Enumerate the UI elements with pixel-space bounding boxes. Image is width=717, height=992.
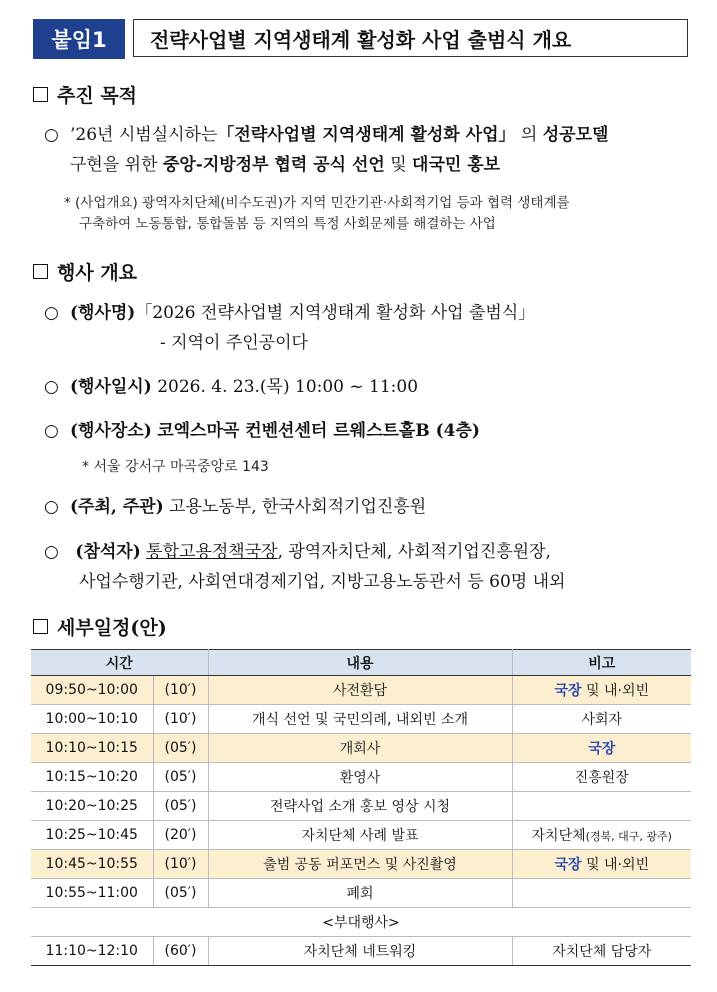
section-title: 행사 개요 — [57, 262, 138, 284]
purpose-bullet: ○ ’26년 시범실시하는「전략사업별 지역생태계 활성화 사업」 의 성공모델 구현을 위한 중앙-지방정부 협력 공식 선언 및 대국민 홍보 — [44, 120, 608, 180]
section-schedule — [33, 613, 167, 640]
attachment-badge: 붙임1 — [33, 19, 125, 59]
checkbox-square-icon — [33, 264, 48, 279]
event-host-bullet: ○ (주최, 주관) 고용노동부, 한국사회적기업진흥원 — [44, 492, 426, 522]
section-title: 세부일정(안) — [57, 617, 167, 639]
header-content: 내용 — [208, 650, 512, 676]
table-row: 09:50~10:00 (10′) 사전환담 국장 및 내·외빈 — [31, 676, 691, 705]
table-row: 10:00~10:10 (10′) 개식 선언 및 국민의례, 내외빈 소개 사회자 — [31, 705, 691, 734]
table-row: 10:15~10:20 (05′) 환영사 진흥원장 — [31, 763, 691, 792]
section-purpose — [33, 81, 137, 108]
event-date-bullet: ○ (행사일시) 2026. 4. 23.(목) 10:00 ~ 11:00 — [44, 372, 418, 402]
event-place-bullet: ○ (행사장소) 코엑스마곡 컨벤션센터 르웨스트홀B (4층) — [44, 416, 480, 446]
header-note: 비고 — [512, 650, 691, 676]
circle-bullet-icon: ○ — [44, 125, 59, 145]
section-overview — [33, 258, 137, 285]
table-row: 10:10~10:15 (05′) 개회사 국장 — [31, 734, 691, 763]
checkbox-square-icon — [33, 619, 48, 634]
schedule-table — [31, 649, 691, 966]
attendees-bullet: ○ (참석자) 통합고용정책국장, 광역자치단체, 사회적기업진흥원장, 사업수행기관, 사회연대경제기업, 지방고용노동관서 등 60명 내외 — [44, 537, 565, 597]
circle-bullet-icon: ○ — [44, 377, 59, 397]
section-title: 추진 목적 — [57, 85, 138, 107]
checkbox-square-icon — [33, 87, 48, 102]
circle-bullet-icon: ○ — [44, 497, 59, 517]
document-title — [33, 19, 690, 59]
place-note: * 서울 강서구 마곡중앙로 143 — [82, 459, 269, 475]
table-row: 10:25~10:45 (20′) 자치단체 사례 발표 자치단체(경북, 대구, 광주) — [31, 821, 691, 850]
table-header-row — [31, 650, 691, 676]
circle-bullet-icon: ○ — [44, 542, 59, 562]
header-time: 시간 — [31, 650, 208, 676]
table-row: 10:45~10:55 (10′) 출범 공동 퍼포먼스 및 사진촬영 국장 및 내·외빈 — [31, 850, 691, 879]
table-row-side-event: <부대행사> — [31, 908, 691, 937]
table-row: 10:55~11:00 (05′) 폐회 — [31, 879, 691, 908]
table-row: 10:20~10:25 (05′) 전략사업 소개 홍보 영상 시청 — [31, 792, 691, 821]
page-title: 전략사업별 지역생태계 활성화 사업 출범식 개요 — [133, 19, 688, 57]
circle-bullet-icon: ○ — [44, 421, 59, 441]
table-row: 11:10~12:10 (60′) 자치단체 네트워킹 자치단체 담당자 — [31, 937, 691, 966]
circle-bullet-icon: ○ — [44, 303, 59, 323]
event-name-bullet: ○ (행사명)「2026 전략사업별 지역생태계 활성화 사업 출범식」 - 지역이 주인공이다 — [44, 298, 535, 358]
purpose-note: * (사업개요) 광역자치단체(비수도권)가 지역 민간기관·사회적기업 등과 협력 생태계를 구축하여 노동통합, 통합돌봄 등 지역의 특정 사회문제를 해결하는 사업 — [64, 195, 570, 232]
